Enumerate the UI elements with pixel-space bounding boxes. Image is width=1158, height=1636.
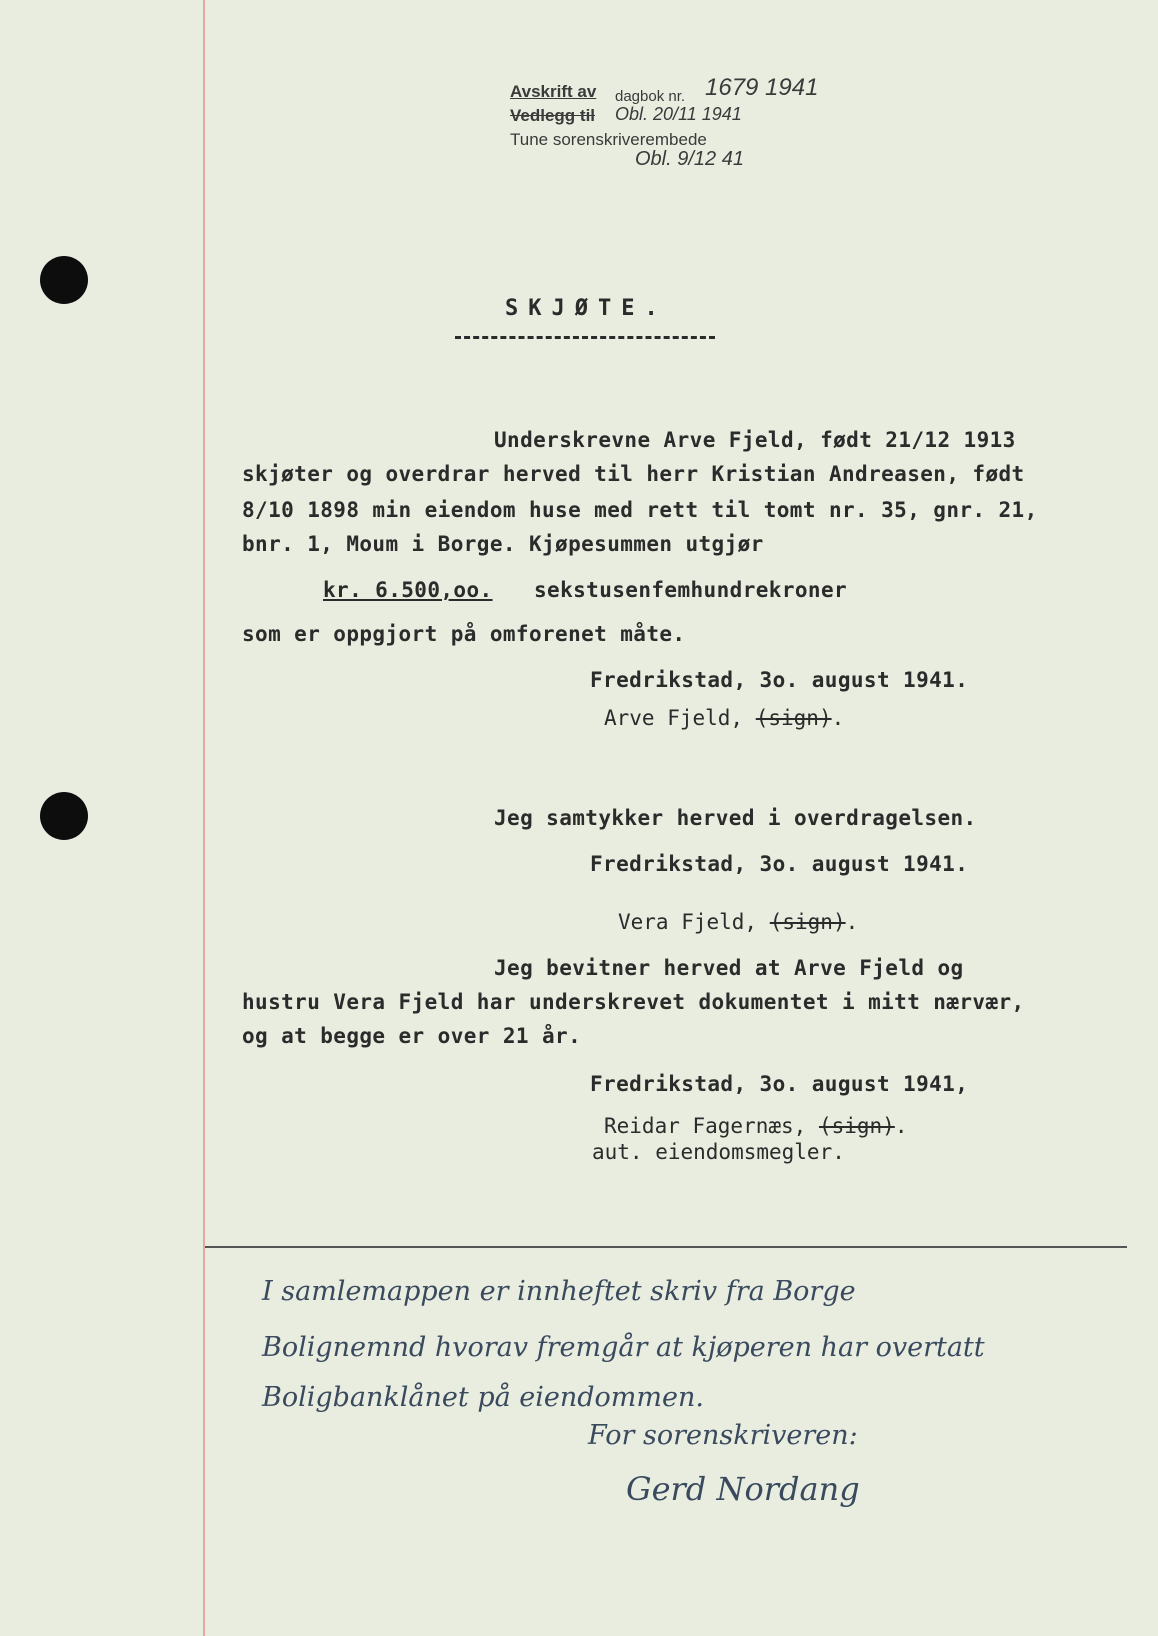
stamp-line1-mid: dagbok nr.: [615, 88, 686, 105]
title-underline: [455, 336, 715, 339]
section-divider: [205, 1246, 1127, 1248]
punch-hole-middle: [40, 792, 88, 840]
signer-1-mark: (sign): [755, 706, 832, 730]
note-closing: For sorenskriveren:: [588, 1420, 858, 1451]
place-date-2: Fredrikstad, 3o. august 1941.: [590, 852, 969, 876]
note-line1: I samlemappen er innheftet skriv fra Borge: [262, 1276, 856, 1307]
witness-line1: Jeg bevitner herved at Arve Fjeld og: [494, 956, 964, 980]
stamp-line2-label: Vedlegg til: [510, 106, 596, 125]
stamp-line1-label: Avskrift av: [510, 82, 597, 101]
registry-stamp: [510, 74, 840, 180]
paragraph1-line1: Underskrevne Arve Fjeld, født 21/12 1913: [494, 428, 1016, 452]
punch-hole-top: [40, 256, 88, 304]
stamp-line1-hand: 1679 1941: [705, 74, 819, 101]
place-date-1: Fredrikstad, 3o. august 1941.: [590, 668, 969, 692]
signer-1-name: Arve Fjeld,: [604, 706, 744, 730]
purchase-amount: kr. 6.500,oo.: [323, 578, 493, 602]
signer-2-mark: (sign): [769, 910, 846, 934]
note-signature: Gerd Nordang: [626, 1470, 860, 1508]
signer-1: Arve Fjeld, (sign).: [604, 706, 845, 730]
signer-3-title: aut. eiendomsmegler.: [592, 1140, 845, 1164]
document-title: SKJØTE.: [505, 296, 668, 321]
witness-line3: og at begge er over 21 år.: [242, 1024, 582, 1048]
witness-line2: hustru Vera Fjeld har underskrevet dokumentet i mitt nærvær,: [242, 990, 1025, 1014]
signer-2: Vera Fjeld, (sign).: [618, 910, 859, 934]
paragraph1-line3: 8/10 1898 min eiendom huse med rett til tomt nr. 35, gnr. 21,: [242, 498, 1038, 522]
signer-2-name: Vera Fjeld,: [618, 910, 758, 934]
stamp-line2-hand: Obl. 20/11 1941: [615, 104, 742, 124]
purchase-amount-words: sekstusenfemhundrekroner: [534, 578, 848, 602]
paragraph1-line2: skjøter og overdrar herved til herr Kristian Andreasen, født: [242, 462, 1025, 486]
note-line2: Bolignemnd hvorav fremgår at kjøperen har overtatt: [262, 1332, 985, 1363]
signer-3-mark: (sign): [818, 1114, 895, 1138]
note-line3: Boligbanklånet på eiendommen.: [262, 1382, 704, 1413]
signer-3-name: Reidar Fagernæs,: [604, 1114, 807, 1138]
settlement-text: som er oppgjort på omforenet måte.: [242, 622, 686, 646]
paragraph1-line4: bnr. 1, Moum i Borge. Kjøpesummen utgjør: [242, 532, 764, 556]
signer-3: Reidar Fagernæs, (sign).: [604, 1114, 908, 1138]
stamp-line3-hand: Obl. 9/12 41: [635, 148, 744, 170]
consent-text: Jeg samtykker herved i overdragelsen.: [494, 806, 977, 830]
stamp-line3-label: Tune sorenskriverembede: [510, 130, 707, 149]
place-date-3: Fredrikstad, 3o. august 1941,: [590, 1072, 969, 1096]
margin-rule: [203, 0, 205, 1636]
